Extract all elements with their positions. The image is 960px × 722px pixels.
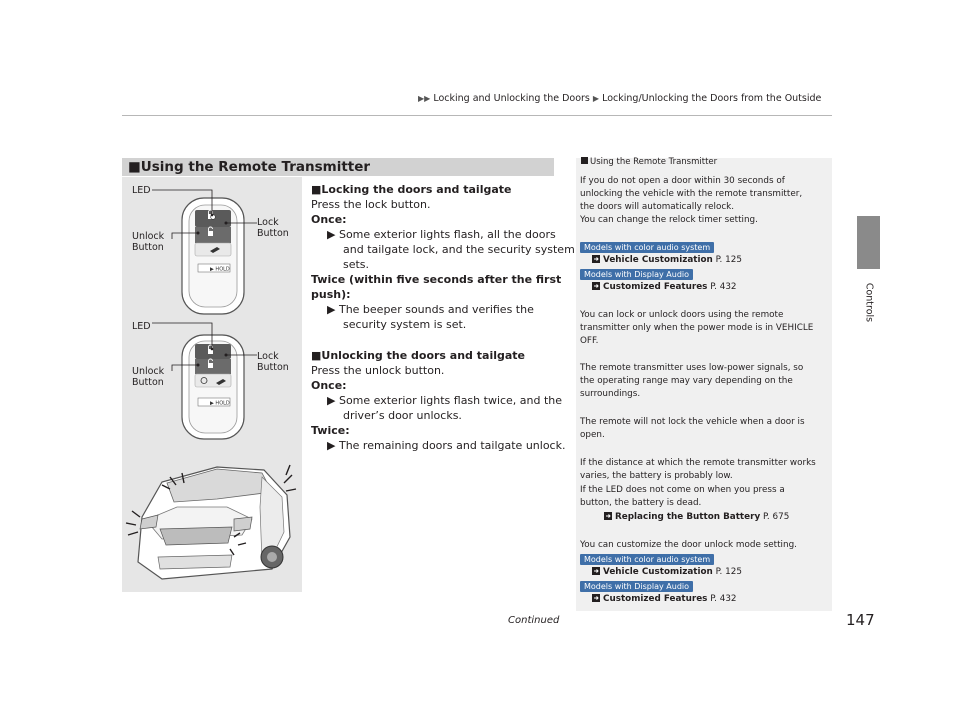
note-line: You can lock or unlock doors using the remote xyxy=(580,310,784,320)
press-count-label: Once: xyxy=(311,213,347,226)
result-text xyxy=(327,393,562,408)
result-text xyxy=(327,438,565,453)
xref-text: Vehicle Customization xyxy=(603,255,713,265)
model-badge: Models with color audio system xyxy=(580,554,714,565)
xref-page: P. 125 xyxy=(715,255,742,265)
xref-arrow-icon xyxy=(592,567,600,575)
result-arrow-icon: ▶ xyxy=(327,394,336,407)
note-line: You can customize the door unlock mode setting. xyxy=(580,540,797,550)
note-line: If the LED does not come on when you press a xyxy=(580,485,785,495)
xref-link[interactable] xyxy=(604,511,789,524)
result-line: driver’s door unlocks. xyxy=(343,409,462,422)
lock-button-label: Lock xyxy=(257,217,279,228)
result-line: The remaining doors and tailgate unlock. xyxy=(338,439,566,452)
note-line: The remote transmitter uses low-power signals, so xyxy=(580,363,804,373)
instruction-text: Press the lock button. xyxy=(311,198,431,211)
note-line: open. xyxy=(580,430,605,440)
led-label: LED xyxy=(132,321,151,332)
note-line: button, the battery is dead. xyxy=(580,498,702,508)
subheading-locking: ■Locking the doors and tailgate xyxy=(311,183,512,196)
model-badge: Models with color audio system xyxy=(580,242,714,253)
press-count-label: Twice: xyxy=(311,424,350,437)
note-line: the doors will automatically relock. xyxy=(580,202,735,212)
note-icon xyxy=(581,157,588,164)
section-heading xyxy=(122,158,554,176)
xref-text: Replacing the Button Battery xyxy=(615,512,761,522)
breadcrumb-item[interactable]: Locking/Unlocking the Doors from the Outside xyxy=(602,93,822,104)
section-title-text: Using the Remote Transmitter xyxy=(140,159,371,175)
header-divider xyxy=(122,115,832,116)
xref-link[interactable] xyxy=(592,593,737,606)
lock-button-label: Lock xyxy=(257,351,279,362)
instruction-text: Press the unlock button. xyxy=(311,364,445,377)
chapter-tab-label xyxy=(853,275,884,335)
xref-page: P. 432 xyxy=(710,282,737,292)
vehicle-front-icon xyxy=(126,465,296,579)
note-line: the operating range may vary depending on the xyxy=(580,376,793,386)
section-title: ■Using the Remote Transmitter xyxy=(128,159,371,175)
result-arrow-icon: ▶ xyxy=(327,303,336,316)
xref-arrow-icon xyxy=(592,282,600,290)
result-text xyxy=(327,302,534,317)
chapter-tab-marker xyxy=(857,216,880,269)
page-number: 147 xyxy=(846,611,875,629)
breadcrumb-arrow-icon: ▶ xyxy=(592,94,600,103)
xref-link[interactable] xyxy=(592,566,742,579)
svg-text:▶ HOLD: ▶ HOLD xyxy=(210,400,230,407)
press-count-label: Twice (within five seconds after the first xyxy=(311,273,562,286)
breadcrumb-item[interactable]: Locking and Unlocking the Doors xyxy=(433,93,590,104)
unlock-button-label: Unlock xyxy=(132,366,165,377)
note-line: varies, the battery is probably low. xyxy=(580,471,733,481)
note-title-text: Using the Remote Transmitter xyxy=(590,157,718,167)
subheading-text: Unlocking the doors and tailgate xyxy=(321,349,526,362)
xref-arrow-icon xyxy=(592,594,600,602)
svg-text:▶ HOLD: ▶ HOLD xyxy=(210,266,230,273)
xref-page: P. 125 xyxy=(715,567,742,577)
note-line: If the distance at which the remote transmitter works xyxy=(580,458,816,468)
note-line: unlocking the vehicle with the remote transmitter, xyxy=(580,189,803,199)
lock-button-label: Button xyxy=(257,228,289,239)
continued-label: Continued xyxy=(508,615,560,626)
result-line: Some exterior lights flash, all the doors xyxy=(338,228,556,241)
xref-arrow-icon xyxy=(592,255,600,263)
note-line: surroundings. xyxy=(580,389,641,399)
xref-text: Customized Features xyxy=(603,594,708,604)
press-count-label: Once: xyxy=(311,379,347,392)
result-line: security system is set. xyxy=(343,318,467,331)
note-line: OFF. xyxy=(580,336,599,346)
result-line: sets. xyxy=(343,258,370,271)
unlock-button-label: Button xyxy=(132,377,164,388)
subheading-text: Locking the doors and tailgate xyxy=(321,183,512,196)
subheading-unlocking: ■Unlocking the doors and tailgate xyxy=(311,349,526,362)
xref-arrow-icon xyxy=(604,512,612,520)
xref-text: Vehicle Customization xyxy=(603,567,713,577)
xref-page: P. 675 xyxy=(762,512,790,522)
note-line: If you do not open a door within 30 seconds of xyxy=(580,176,785,186)
breadcrumb xyxy=(418,93,821,104)
remote-transmitter-2-icon xyxy=(182,335,244,439)
result-text xyxy=(327,227,556,242)
press-count-label: push): xyxy=(311,288,351,301)
result-line: Some exterior lights flash twice, and the xyxy=(338,394,563,407)
note-title xyxy=(581,157,717,167)
unlock-button-label: Unlock xyxy=(132,231,165,242)
chapter-tab-text: Controls xyxy=(863,282,875,323)
note-line: You can change the relock timer setting. xyxy=(580,215,758,225)
xref-link[interactable] xyxy=(592,254,742,267)
model-badge: Models with Display Audio xyxy=(580,581,693,592)
result-line: The beeper sounds and verifies the xyxy=(338,303,534,316)
result-arrow-icon: ▶ xyxy=(327,439,336,452)
breadcrumb-arrow-icon: ▶▶ xyxy=(418,94,431,103)
xref-text: Customized Features xyxy=(603,282,708,292)
model-badge: Models with Display Audio xyxy=(580,269,693,280)
led-label: LED xyxy=(132,185,151,196)
note-line: The remote will not lock the vehicle when a door is xyxy=(580,417,805,427)
result-arrow-icon: ▶ xyxy=(327,228,336,241)
xref-page: P. 432 xyxy=(710,594,737,604)
xref-link[interactable] xyxy=(592,281,737,294)
lock-button-label: Button xyxy=(257,362,289,373)
note-line: transmitter only when the power mode is in VEHICLE xyxy=(580,323,814,333)
unlock-button-label: Button xyxy=(132,242,164,253)
result-line: and tailgate lock, and the security system xyxy=(343,243,575,256)
